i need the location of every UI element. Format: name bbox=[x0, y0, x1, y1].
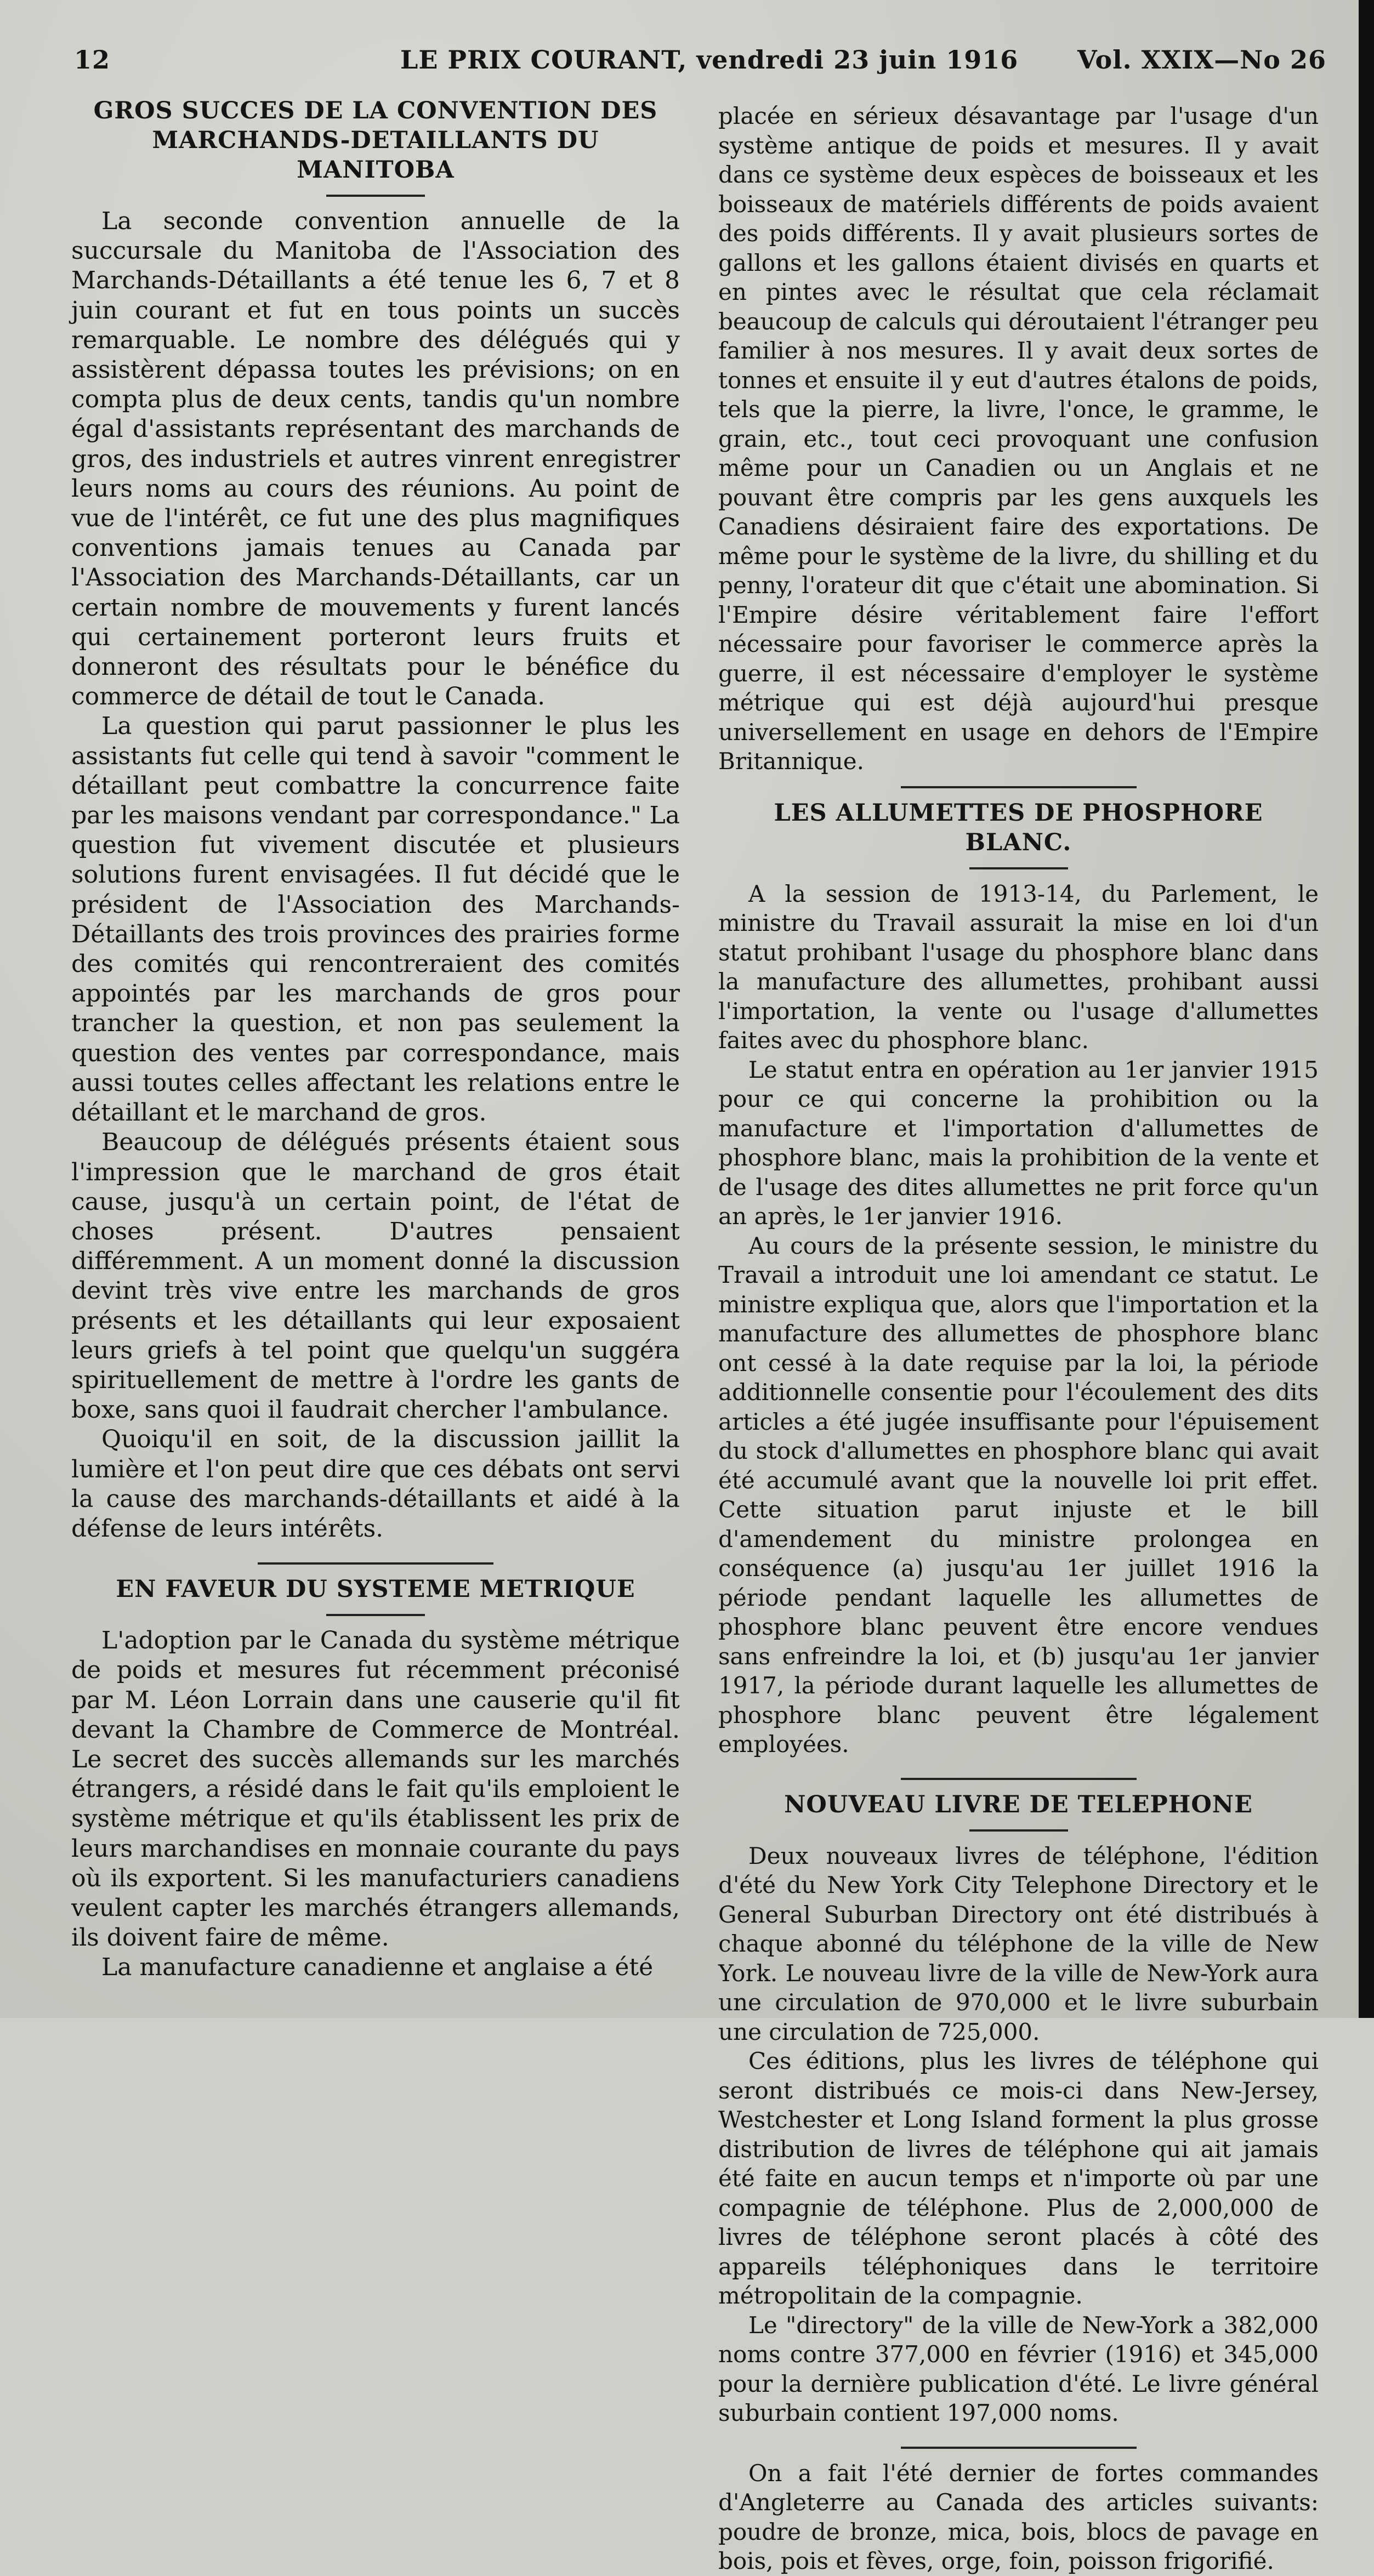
paragraph: Quoiqu'il en soit, de la discussion jaillit la lumière et l'on peut dire que ces débats ont servi la cause des marchands-détaillants et aidé à la défense de leurs intérêts. bbox=[71, 1425, 680, 1543]
publication-line: LE PRIX COURANT, vendredi 23 juin 1916 bbox=[400, 45, 1019, 75]
divider bbox=[969, 1829, 1068, 1832]
divider bbox=[326, 195, 425, 197]
paragraph-continued: placée en sérieux désavantage par l'usage d'un système antique de poids et mesures. Il y avait dans ce système deux espèces de boisseaux et les boisseaux de matériels différents de poids avaient des poids différents. Il y avait plusieurs sortes de gallons et les gallons étaient divisés en quarts et en pintes avec le résultat que cela réclamait beaucoup de calculs qui déroutaient l'étranger peu familier à nos mesures. Il y avait deux sortes de tonnes et ensuite il y eut d'autres étalons de poids, tels que la pierre, la livre, l'once, le gramme, le grain, etc., tout ceci provoquant une confusion même pour un Canadien ou un Anglais et ne pouvant être compris par les gens auxquels les Canadiens désiraient faire des exportations. De même pour le système de la livre, du shilling et du penny, l'orateur dit que c'était une abomination. Si l'Empire désire véritablement faire l'effort nécessaire pour favoriser le commerce après la guerre, il est nécessaire d'employer le système métrique qui est déjà aujourd'hui presque universellement en usage en dehors de l'Empire Britannique. bbox=[718, 103, 1319, 775]
paragraph: Ces éditions, plus les livres de téléphone qui seront distribués ce mois-ci dans New-Jersey, Westchester et Long Island forment la plus grosse distribution de livres de téléphone qui ait jamais été faite en aucun temps et n'importe où par une compagnie de téléphone. Plus de 2,000,000 de livres de téléphone seront placés à côté des appareils téléphoniques dans le territoire métropolitain de la compagnie. bbox=[718, 2048, 1319, 2309]
page-number: 12 bbox=[74, 45, 111, 75]
right-column bbox=[718, 101, 1319, 2576]
divider bbox=[258, 1562, 493, 1565]
paragraph: Deux nouveaux livres de téléphone, l'édition d'été du New York City Telephone Directory et le General Suburban Directory ont été distribués à chaque abonné du téléphone de la ville de New York. Le nouveau livre de la ville de New-York aura une circulation de 970,000 et le livre suburbain une circulation de 725,000. bbox=[718, 1842, 1319, 2045]
paragraph: Le "directory" de la ville de New-York a 382,000 noms contre 377,000 en février (1916) et 345,000 pour la dernière publication d'été. Le livre général suburbain contient 197,000 noms. bbox=[718, 2311, 1319, 2426]
convention-headline: GROS SUCCES DE LA CONVENTION DES MARCHANDS-DETAILLANTS DU MANITOBA bbox=[93, 97, 658, 184]
paragraph: La seconde convention annuelle de la succursale du Manitoba de l'Association des Marchands-Détaillants a été tenue les 6, 7 et 8 juin courant et fut en tous points un succès remarquable. Le nombre des délégués qui y assistèrent dépassa toutes les prévisions; on en compta plus de deux cents, tandis qu'un nombre égal d'assistants représentant des marchands de gros, des industriels et autres vinrent enregistrer leurs noms au cours des réunions. Au point de vue de l'intérêt, ce fut une des plus magnifiques conventions jamais tenues au Canada par l'Association des Marchands-Détaillants, car un certain nombre de mouvements y furent lancés qui certainement porteront leurs fruits et donneront des résultats pour le bénéfice du commerce de détail de tout le Canada. bbox=[71, 207, 680, 711]
continued-text-space bbox=[718, 101, 1319, 776]
paragraph: Beaucoup de délégués présents étaient sous l'impression que le marchand de gros était cause, jusqu'à un certain point, de l'état de choses présent. D'autres pensaient différemment. A un moment donné la discussion devint très vive entre les marchands de gros présents et les détaillants qui leur exposaient leurs griefs à tel point que quelqu'un suggéra spirituellement de mettre à l'ordre les gants de boxe, sans quoi il faudrait chercher l'ambulance. bbox=[71, 1128, 680, 1424]
paragraph: La question qui parut passionner le plus les assistants fut celle qui tend à savoir "comment le détaillant peut combattre la concurrence faite par les maisons vendant par correspondance." La question fut vivement discutée et plusieurs solutions furent envisagées. Il fut décidé que le président de l'Association des Marchands-Détaillants des trois provinces des prairies forme des comités qui rencontreraient des comités appointés par les marchands de gros pour trancher la question, et non pas seulement la question des ventes par correspondance, mais aussi toutes celles affectant les relations entre le détaillant et le marchand de gros. bbox=[71, 712, 680, 1127]
scan-border bbox=[1359, 0, 1374, 2018]
metrique-headline: EN FAVEUR DU SYSTEME METRIQUE bbox=[116, 1576, 635, 1603]
paragraph: La manufacture canadienne et anglaise a été bbox=[101, 1953, 654, 1982]
left-column bbox=[71, 96, 680, 1983]
paragraph: Au cours de la présente session, le ministre du Travail a introduit une loi amendant ce statut. Le ministre expliqua que, alors que l'importation et la manufacture des allumettes de phosphore blanc ont cessé à la date requise par la loi, la période additionnelle consentie pour l'écoulement des dits articles a été jugée insuffisante pour l'épuisement du stock d'allumettes en phosphore blanc qui avait été accumulé avant que la nouvelle loi prit effet. Cette situation parut injuste et le bill d'amendement du ministre prolongea en conséquence (a) jusqu'au 1er juillet 1916 la période pendant laquelle les allumettes de phosphore blanc peuvent être encore vendues sans enfreindre la loi, et (b) jusqu'au 1er janvier 1917, la période durant laquelle les allumettes de phosphore blanc peuvent être légalement employées. bbox=[718, 1232, 1319, 1758]
paragraph: On a fait l'été dernier de fortes commandes d'Angleterre au Canada des articles suivants: poudre de bronze, mica, bois, blocs de pavage en bois, pois et fèves, orge, foin, poisson frigorifié. bbox=[718, 2459, 1319, 2574]
allumettes-headline: LES ALLUMETTES DE PHOSPHORE BLANC. bbox=[774, 799, 1263, 856]
volume-number: Vol. XXIX—No 26 bbox=[1077, 45, 1326, 75]
divider bbox=[901, 786, 1137, 788]
divider bbox=[901, 2447, 1137, 2449]
paragraph: Le statut entra en opération au 1er janvier 1915 pour ce qui concerne la prohibition ou la manufacture et l'importation d'allumettes de phosphore blanc, mais la prohibition de la vente et de l'usage des dites allumettes ne prit force qu'un an après, le 1er janvier 1916. bbox=[718, 1056, 1319, 1230]
paragraph: L'adoption par le Canada du système métrique de poids et mesures fut récemment préconisé par M. Léon Lorrain dans une causerie qu'il fit devant la Chambre de Commerce de Montréal. Le secret des succès allemands sur les marchés étrangers, a résidé dans le fait qu'ils emploient le système métrique et qu'ils établissent les prix de leurs marchandises en monnaie courante du pays où ils exportent. Si les manufacturiers canadiens veulent capter les marchés étrangers allemands, ils doivent faire de même. bbox=[71, 1627, 680, 1952]
divider bbox=[901, 1778, 1137, 1780]
divider bbox=[969, 867, 1068, 869]
telephone-headline: NOUVEAU LIVRE DE TELEPHONE bbox=[784, 1790, 1253, 1818]
page-header bbox=[74, 45, 1326, 83]
divider bbox=[326, 1614, 425, 1616]
paragraph: A la session de 1913-14, du Parlement, le ministre du Travail assurait la mise en loi d'un statut prohibant l'usage du phosphore blanc dans la manufacture des allumettes, prohibant aussi l'importation, la vente ou l'usage d'allumettes faites avec du phosphore blanc. bbox=[718, 880, 1319, 1054]
